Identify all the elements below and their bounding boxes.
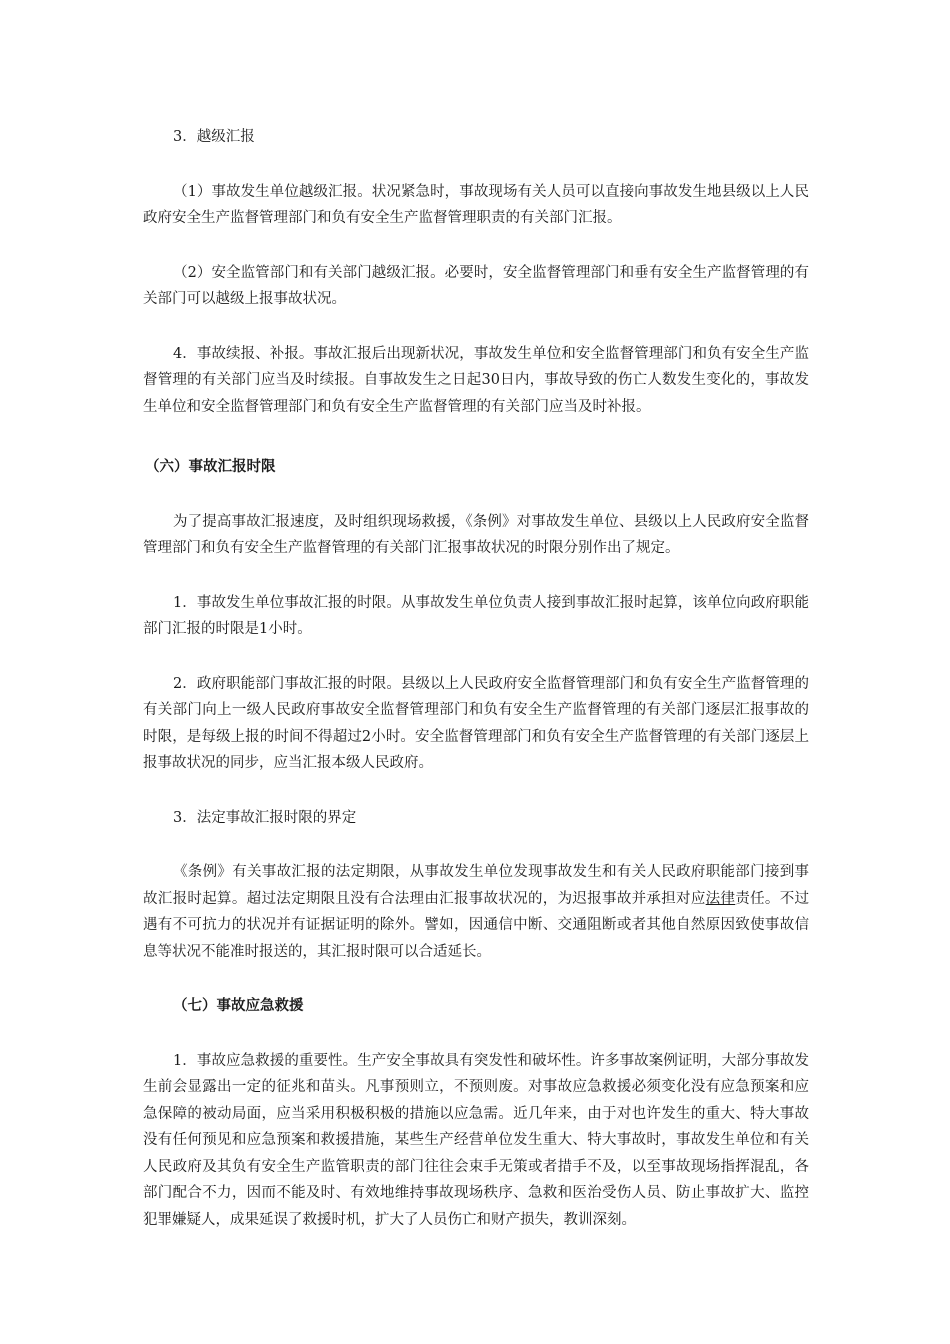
paragraph-emergency-rescue-1: 1．事故应急救援的重要性。生产安全事故具有突发性和破坏性。许多事故案例证明，大部分事故发生前会显露出一定的征兆和苗头。凡事预则立，不预则废。对事故应急救援必须变化没有应急预案和应急保障的被动局面，应当采用积极积极的措施以应急需。近几年来，由于对也许发生的重大、特大事故没有任何预见和应急预案和救援措施，某些生产经营单位发生重大、特大事故时，事故发生单位和有关人民政府及其负有安全生产监管职责的部门往往会束手无策或者措手不及，以至事故现场指挥混乱，各部门配合不力，因而不能及时、有效地维持事故现场秩序、急救和医治受伤人员、防止事故扩大、监控犯罪嫌疑人，成果延误了救援时机，扩大了人员伤亡和财产损失，教训深刻。 — [143, 1052, 809, 1228]
item-3-legal-definition: 3．法定事故汇报时限的界定 — [173, 809, 357, 826]
paragraph-1-escalation: （1）事故发生单位越级汇报。状况紧急时，事故现场有关人员可以直接向事故发生地县级以上人民政府安全生产监督管理部门和负有安全生产监督管理职责的有关部门汇报。 — [143, 183, 809, 226]
section-heading-7: （七）事故应急救援 — [173, 998, 304, 1014]
paragraph-2-escalation: （2）安全监管部门和有关部门越级汇报。必要时，安全监督管理部门和垂有安全生产监督管理的有关部门可以越级上报事故状况。 — [143, 264, 809, 307]
paragraph-time-limit-1: 1．事故发生单位事故汇报的时限。从事故发生单位负责人接到事故汇报时起算，该单位向政府职能部门汇报的时限是1小时。 — [143, 594, 809, 637]
paragraph-item-4: 4．事故续报、补报。事故汇报后出现新状况，事故发生单位和安全监督管理部门和负有安全生产监督管理的有关部门应当及时续报。自事故发生之日起30日内，事故导致的伤亡人数发生变化的，事故发生单位和安全监督管理部门和负有安全生产监督管理的有关部门应当及时补报。 — [143, 345, 809, 415]
legal-period-text-before: 《条例》有关事故汇报的法定期限，从事故发生单位发现事故发生和有关人民政府职能部门接到事故汇报时起算。超过法定期限且没有合法理由汇报事故状况的，为迟报事故并承担对应 — [143, 864, 809, 907]
legal-period-text-after: 责任。不过遇有不可抗力的状况并有证据证明的除外。譬如，因通信中断、交通阻断或者其他自然原因致使事故信息等状况不能准时报送的，其汇报时限可以合适延长。 — [143, 890, 810, 960]
paragraph-time-limit-2: 2．政府职能部门事故汇报的时限。县级以上人民政府安全监督管理部门和负有安全生产监督管理的有关部门向上一级人民政府事故安全监督管理部门和负有安全生产监督管理的有关部门逐层汇报事故的时限，是每级上报的时间不得超过2小时。安全监督管理部门和负有安全生产监督管理的有关部门逐层上报事故状况的同步，应当汇报本级人民政府。 — [143, 675, 809, 771]
paragraph-time-limit-intro: 为了提高事故汇报速度，及时组织现场救援，《条例》对事故发生单位、县级以上人民政府安全监督管理部门和负有安全生产监督管理的有关部门汇报事故状况的时限分别作出了规定。 — [143, 513, 809, 556]
law-link[interactable]: 法律 — [705, 890, 736, 907]
paragraph-legal-period — [143, 859, 809, 965]
section-heading-6: （六）事故汇报时限 — [145, 459, 276, 475]
document-body — [143, 124, 809, 1261]
item-3-heading: 3．越级汇报 — [173, 129, 255, 145]
